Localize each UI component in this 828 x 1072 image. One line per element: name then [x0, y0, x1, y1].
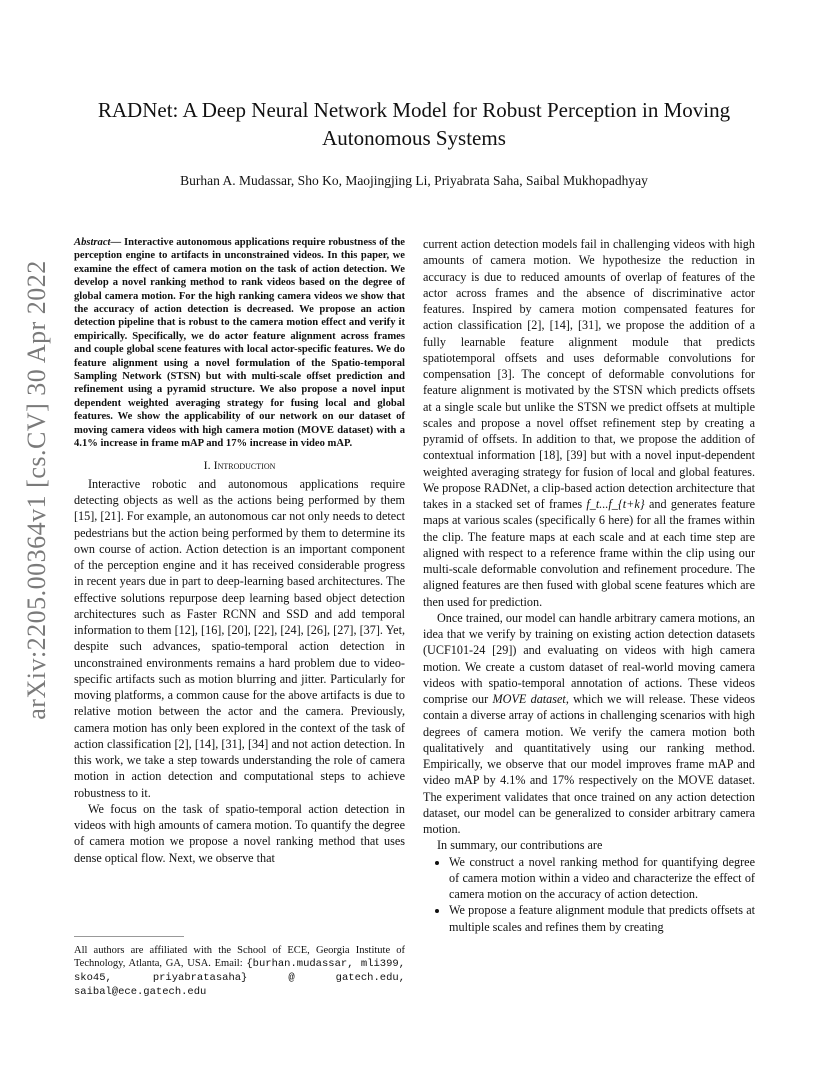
contribution-item: • We propose a feature alignment module that predicts offsets at multiple scales and refines them by creating: [449, 902, 755, 935]
abstract-text: — Interactive autonomous applications require robustness of the perception engine to artifacts in unconstrained videos. In this paper, we examine the effect of camera motion on the task of action detection. We develop a novel ranking method to rank videos based on the degree of global camera motion. For the high ranking camera videos we show that the accuracy of action detection is decreased. We propose an action detection pipeline that is robust to the camera motion effect and verify it empirically. Specifically, we do actor feature alignment across frames and couple global scene features with local actor-specific features. We do feature alignment using a novel formulation of the Spatio-temporal Sampling Network (STSN) but with multi-scale offset prediction and refinement using a pyramid structure. We also propose a novel input dependent weighted averaging strategy for fusing local and global features. We show the applicability of our network on our dataset of moving camera videos with high camera motion (MOVE dataset) with a 4.1% increase in frame mAP and 17% increase in video mAP.: [74, 237, 405, 450]
right-p1-text-a: current action detection models fail in challenging videos with high amounts of camera motion. We hypothesize the reduction in accuracy is due to reduced amounts of overlap of features of the actor across frames and the absence of discriminative actor features. Inspired by camera motion compensated features for action classification [2], [14], [31], we propose the addition of a fully learnable feature alignment module that predicts spatiotemporal offsets and uses deformable convolutions for compensation [3]. The concept of deformable convolutions for feature alignment is motivated by the STSN which predicts offsets at a single scale but unlike the STSN we predict offsets at multiple scales and propose a novel offset refinement step by creating a pyramid of offsets. In addition to that, we propose the addition of contextual information [18], [39] but with a novel input-dependent weighted averaging strategy for fusion of local and global features. We propose RADNet, a clip-based action detection architecture that takes in a stacked set of frames: [423, 237, 755, 511]
intro-paragraph-2: We focus on the task of spatio-temporal action detection in videos with high amounts of camera motion. To quantify the degree of camera motion we propose a novel ranking method that uses dense optical flow. Next, we observe that: [74, 801, 405, 865]
footnote-emails: {burhan.mudassar, mli399, sko45, priyabratasaha} @ gatech.edu, saibal@ece.gatech.edu: [74, 958, 406, 998]
right-p2-text-a: Once trained, our model can handle arbitrary camera motions, an idea that we verify by training on existing action detection datasets (UCF101-24 [29]) and evaluating on videos with high camera motion. We create a custom dataset of real-world moving camera videos with spatio-temporal annotation of actions. These videos comprise our: [423, 610, 755, 706]
move-dataset-emphasis: MOVE dataset: [492, 692, 566, 706]
intro-paragraph-1: Interactive robotic and autonomous applications require detecting objects as well as the actions being performed by them [15], [21]. For example, an autonomous car not only needs to detect pedestrians but the action being performed by them to determine its own course of action. Action detection is an important component of the perception engine and it has received considerable progress in recent years due in part to deep-learning based architectures. The effective solutions repurpose deep learning based object detection architectures such as Faster RCNN and SSD and add temporal information to them [12], [16], [20], [22], [24], [26], [27], [37]. Yet, despite such advances, spatio-temporal action detection in unconstrained environments remains a hard problem due to video-specific artifacts such as motion blurring and jitter. Particularly for moving platforms, a common cause for the above artifacts is due to relative motion between the actor and the camera. Previously, camera motion has only been explored in the context of the task of action classification [2], [14], [31], [34] and not action detection. In this work, we take a step towards understanding the role of camera motion in action detection and computational steps to achieve robustness to it.: [74, 476, 406, 800]
right-p1-text-b: and generates feature maps at various scales (specifically 6 here) for all the frames within the clip. The feature maps at each scale and at each time step are aligned with respect to a reference frame within the clip using our multi-scale deformable convolution and refinement procedure. The aligned features are then fused with global scene features which are then used for prediction.: [423, 497, 755, 609]
contributions-list: [423, 854, 755, 935]
footnote-text: All authors are affiliated with the School of ECE, Georgia Institute of Technology, Atlanta, GA, USA. Email:: [74, 945, 405, 969]
paper-title: RADNet: A Deep Neural Network Model for Robust Perception in Moving Autonomous Systems: [97, 98, 731, 150]
author-list: Burhan A. Mudassar, Sho Ko, Maojingjing Li, Priyabrata Saha, Saibal Mukhopadhyay: [180, 173, 648, 188]
arxiv-id-text: arXiv:2205.00364v1 [cs.CV] 30 Apr 2022: [22, 260, 51, 720]
summary-intro: In summary, our contributions are: [437, 838, 603, 853]
frame-range-math: f_t...f_{t+k}: [586, 497, 645, 511]
arxiv-identifier: [22, 260, 52, 720]
right-paragraph-1: [423, 236, 755, 610]
right-paragraph-2: [423, 610, 755, 838]
footnote-rule: [74, 936, 184, 937]
contribution-item: • We construct a novel ranking method for quantifying degree of camera motion within a video and characterize the effect of camera motion on the accuracy of action detection.: [449, 854, 755, 903]
right-p2-text-b: , which we will release. These videos contain a diverse array of actions in challenging scenarios with high degrees of camera motion. We verify the camera motion both qualitatively and quantitatively using our ranking method. Empirically, we observe that our model improves frame mAP and video mAP by 4.1% and 17% respectively on the MOVE dataset. The experiment validates that once trained on any action detection dataset, our model can be generalized to consider arbitrary camera motion.: [423, 692, 756, 836]
left-column: [74, 236, 405, 866]
abstract: [74, 236, 405, 451]
abstract-label: Abstract: [74, 237, 111, 248]
footnote: [74, 944, 405, 999]
section-heading-introduction: I. Introduction: [203, 457, 276, 472]
right-column: [423, 236, 755, 935]
